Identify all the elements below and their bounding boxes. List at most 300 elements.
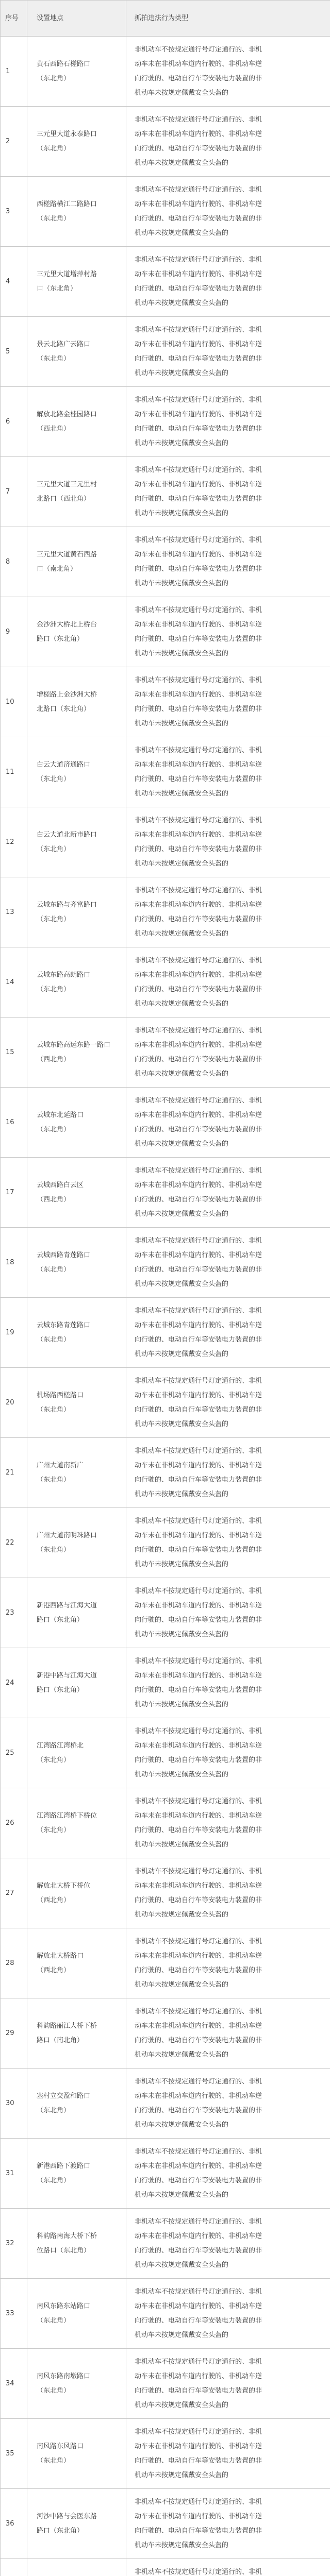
violation-line: 向行驶的、电动自行车等安装电力装置的非 [135, 284, 262, 293]
location-cell [27, 1088, 126, 1158]
violation-line: 向行驶的、电动自行车等安装电力装置的非 [135, 2527, 262, 2535]
location-line: 口（东北角） [37, 284, 77, 293]
location-line: （东北角） [37, 2456, 71, 2465]
location-line: （东北角） [37, 2386, 71, 2395]
violation-line: 机动车未按规定佩戴安全头盔的 [135, 159, 229, 167]
violation-line: 向行驶的、电动自行车等安装电力装置的非 [135, 74, 262, 82]
violation-line: 机动车未按规定佩戴安全头盔的 [135, 439, 229, 447]
violation-line: 非机动车不按规定通行号灯定通行的、非机 [135, 1587, 262, 1595]
table-row [1, 1088, 330, 1158]
violation-line: 非机动车不按规定通行号灯定通行的、非机 [135, 326, 262, 334]
violation-line: 向行驶的、电动自行车等安装电力装置的非 [135, 2456, 262, 2465]
row-number: 4 [1, 247, 27, 317]
location-cell [27, 667, 126, 737]
location-line: 云城东北延路口 [37, 1111, 84, 1119]
table-row [1, 247, 330, 317]
violation-line: 机动车未按规定佩戴安全头盔的 [135, 929, 229, 938]
violation-line: 非机动车不按规定通行号灯定通行的、非机 [135, 1657, 262, 1665]
row-number: 9 [1, 597, 27, 667]
violation-line: 非机动车不按规定通行号灯定通行的、非机 [135, 2498, 262, 2506]
location-cell [27, 457, 126, 527]
table-row [1, 1578, 330, 1648]
violation-line: 向行驶的、电动自行车等安装电力装置的非 [135, 2316, 262, 2325]
violation-line: 向行驶的、电动自行车等安装电力装置的非 [135, 1195, 262, 1204]
table-row [1, 1788, 330, 1858]
location-cell [27, 1718, 126, 1788]
location-line: （东北角） [37, 2316, 71, 2325]
table-row [1, 737, 330, 807]
row-number: 17 [1, 1158, 27, 1228]
violation-line: 机动车未按规定佩戴安全头盔的 [135, 2261, 229, 2269]
violation-line: 机动车未按规定佩戴安全头盔的 [135, 2191, 229, 2199]
location-cell [27, 527, 126, 597]
location-cell [27, 2559, 126, 2576]
violation-type-cell [126, 597, 330, 667]
table-row [1, 1928, 330, 1998]
violation-line: 动车未在非机动车道内行驶的、非机动车逆 [135, 2162, 262, 2170]
violation-line: 动车未在非机动车道内行驶的、非机动车逆 [135, 1952, 262, 1960]
location-line: 南风路东风路口 [37, 2442, 84, 2450]
location-line: （东北角） [37, 1476, 71, 1484]
location-line: 路口（南北角） [37, 2036, 84, 2044]
violation-line: 机动车未按规定佩戴安全头盔的 [135, 1980, 229, 1989]
table-row [1, 1858, 330, 1928]
violation-line: 非机动车不按规定通行号灯定通行的、非机 [135, 1447, 262, 1455]
violation-type-cell [126, 457, 330, 527]
row-number: 28 [1, 1928, 27, 1998]
violation-line: 动车未在非机动车道内行驶的、非机动车逆 [135, 1741, 262, 1750]
location-cell [27, 807, 126, 877]
violation-line: 非机动车不按规定通行号灯定通行的、非机 [135, 396, 262, 404]
table-row [1, 457, 330, 527]
violation-line: 非机动车不按规定通行号灯定通行的、非机 [135, 1166, 262, 1175]
violation-line: 非机动车不按规定通行号灯定通行的、非机 [135, 606, 262, 614]
violation-line: 向行驶的、电动自行车等安装电力装置的非 [135, 495, 262, 503]
violation-line: 向行驶的、电动自行车等安装电力装置的非 [135, 985, 262, 993]
table-header-row [1, 1, 330, 37]
violation-line: 向行驶的、电动自行车等安装电力装置的非 [135, 1335, 262, 1344]
location-cell [27, 1158, 126, 1228]
violation-line: 动车未在非机动车道内行驶的、非机动车逆 [135, 2022, 262, 2030]
violation-type-cell [126, 2209, 330, 2279]
row-number: 8 [1, 527, 27, 597]
location-cell [27, 2279, 126, 2349]
violation-type-cell [126, 2139, 330, 2209]
violation-line: 向行驶的、电动自行车等安装电力装置的非 [135, 565, 262, 573]
violation-line: 非机动车不按规定通行号灯定通行的、非机 [135, 1517, 262, 1525]
table-row [1, 597, 330, 667]
violation-line: 动车未在非机动车道内行驶的、非机动车逆 [135, 410, 262, 418]
violation-line: 机动车未按规定佩戴安全头盔的 [135, 509, 229, 517]
location-line: 口（南北角） [37, 565, 77, 573]
location-line: （西北角） [37, 1055, 71, 1063]
violation-type-cell [126, 1788, 330, 1858]
violation-line: 向行驶的、电动自行车等安装电力装置的非 [135, 1405, 262, 1414]
violation-line: 非机动车不按规定通行号灯定通行的、非机 [135, 1236, 262, 1245]
violation-type-cell [126, 2349, 330, 2419]
location-line: 南风东路东站路口 [37, 2302, 91, 2310]
location-cell [27, 1928, 126, 1998]
row-number: 14 [1, 947, 27, 1018]
location-cell [27, 37, 126, 107]
violation-line: 机动车未按规定佩戴安全头盔的 [135, 1700, 229, 1708]
violation-line: 非机动车不按规定通行号灯定通行的、非机 [135, 185, 262, 194]
row-number: 19 [1, 1298, 27, 1368]
violation-line: 向行驶的、电动自行车等安装电力装置的非 [135, 1756, 262, 1764]
violation-line: 非机动车不按规定通行号灯定通行的、非机 [135, 45, 262, 54]
row-number: 20 [1, 1368, 27, 1438]
location-line: （西北角） [37, 1195, 71, 1204]
violation-type-cell [126, 877, 330, 947]
violation-line: 机动车未按规定佩戴安全头盔的 [135, 369, 229, 377]
table-row [1, 1228, 330, 1298]
violation-type-cell [126, 1438, 330, 1508]
violation-line: 机动车未按规定佩戴安全头盔的 [135, 2331, 229, 2339]
table-row [1, 527, 330, 597]
violation-line: 机动车未按规定佩戴安全头盔的 [135, 1490, 229, 1498]
location-cell [27, 2209, 126, 2279]
row-number: 34 [1, 2349, 27, 2419]
violation-line: 动车未在非机动车道内行驶的、非机动车逆 [135, 1882, 262, 1890]
location-line: （西北角） [37, 1966, 71, 1974]
violation-line: 机动车未按规定佩戴安全头盔的 [135, 1630, 229, 1638]
location-line: 路口（东北角） [37, 635, 84, 643]
violation-line: 机动车未按规定佩戴安全头盔的 [135, 999, 229, 1008]
violation-line: 机动车未按规定佩戴安全头盔的 [135, 719, 229, 727]
violation-line: 向行驶的、电动自行车等安装电力装置的非 [135, 144, 262, 152]
location-line: 景云北路广云路口 [37, 340, 91, 348]
violation-line: 向行驶的、电动自行车等安装电力装置的非 [135, 775, 262, 783]
location-line: 西槎路横江二路路口 [37, 200, 97, 208]
table-row [1, 1508, 330, 1578]
violation-line: 非机动车不按规定通行号灯定通行的、非机 [135, 2217, 262, 2226]
row-number: 26 [1, 1788, 27, 1858]
location-cell [27, 597, 126, 667]
location-line: （东北角） [37, 1405, 71, 1414]
location-line: 金沙洲大桥北上桥台 [37, 620, 97, 629]
violation-type-cell [126, 2419, 330, 2489]
violation-line: 向行驶的、电动自行车等安装电力装置的非 [135, 1546, 262, 1554]
violation-line: 动车未在非机动车道内行驶的、非机动车逆 [135, 1811, 262, 1820]
row-number: 27 [1, 1858, 27, 1928]
header-violation-type: 抓拍违法行为类型 [126, 1, 330, 37]
violation-type-cell [126, 2069, 330, 2139]
violation-line: 非机动车不按规定通行号灯定通行的、非机 [135, 466, 262, 474]
violation-line: 向行驶的、电动自行车等安装电力装置的非 [135, 1826, 262, 1834]
location-line: 三元里大道永泰路口 [37, 130, 97, 138]
location-line: 新港西路与江海大道 [37, 1601, 97, 1609]
row-number [1, 2559, 27, 2576]
violation-line: 机动车未按规定佩戴安全头盔的 [135, 2401, 229, 2409]
violation-line: 非机动车不按规定通行号灯定通行的、非机 [135, 1377, 262, 1385]
violation-line: 非机动车不按规定通行号灯定通行的、非机 [135, 676, 262, 684]
violation-line: 动车未在非机动车道内行驶的、非机动车逆 [135, 1531, 262, 1539]
violation-line: 机动车未按规定佩戴安全头盔的 [135, 1350, 229, 1358]
location-line: 增槎路上金沙洲大桥 [37, 690, 97, 699]
violation-line: 机动车未按规定佩戴安全头盔的 [135, 1840, 229, 1849]
location-cell [27, 877, 126, 947]
table-row [1, 1648, 330, 1718]
violation-line: 动车未在非机动车道内行驶的、非机动车逆 [135, 1391, 262, 1399]
location-line: 云城东路高运东路一路口 [37, 1041, 111, 1049]
table-row [1, 2279, 330, 2349]
location-cell [27, 737, 126, 807]
location-cell [27, 947, 126, 1018]
violation-line: 非机动车不按规定通行号灯定通行的、非机 [135, 816, 262, 824]
violation-line: 非机动车不按规定通行号灯定通行的、非机 [135, 256, 262, 264]
violation-line: 机动车未按规定佩戴安全头盔的 [135, 1070, 229, 1078]
violation-line: 非机动车不按规定通行号灯定通行的、非机 [135, 2568, 262, 2576]
location-line: 云城东路高朗路口 [37, 971, 91, 979]
location-cell [27, 177, 126, 247]
location-line: 解放北大桥路口 [37, 1952, 84, 1960]
violation-line: 非机动车不按规定通行号灯定通行的、非机 [135, 2287, 262, 2296]
violation-type-cell [126, 177, 330, 247]
location-line: 位路口（东北角） [37, 2246, 91, 2255]
violation-line: 向行驶的、电动自行车等安装电力装置的非 [135, 1125, 262, 1133]
row-number: 7 [1, 457, 27, 527]
table-row [1, 107, 330, 177]
violation-line: 非机动车不按规定通行号灯定通行的、非机 [135, 2007, 262, 2015]
violation-line: 动车未在非机动车道内行驶的、非机动车逆 [135, 2512, 262, 2520]
violation-line: 向行驶的、电动自行车等安装电力装置的非 [135, 635, 262, 643]
violation-line: 动车未在非机动车道内行驶的、非机动车逆 [135, 480, 262, 488]
location-line: 解放北路金桂园路口 [37, 410, 97, 418]
violation-line: 机动车未按规定佩戴安全头盔的 [135, 1140, 229, 1148]
table-row [1, 1998, 330, 2069]
violation-type-cell [126, 387, 330, 457]
violation-line: 动车未在非机动车道内行驶的、非机动车逆 [135, 760, 262, 769]
violation-line: 动车未在非机动车道内行驶的、非机动车逆 [135, 60, 262, 68]
row-number: 13 [1, 877, 27, 947]
location-line: 科韵路南海大桥下桥 [37, 2232, 97, 2240]
violation-type-cell [126, 947, 330, 1018]
location-line: 机场路西槎路口 [37, 1391, 84, 1399]
violation-line: 机动车未按规定佩戴安全头盔的 [135, 789, 229, 798]
violation-line: 动车未在非机动车道内行驶的、非机动车逆 [135, 2372, 262, 2380]
table-row [1, 1368, 330, 1438]
violation-line: 非机动车不按规定通行号灯定通行的、非机 [135, 886, 262, 894]
location-line: 广州大道南明珠路口 [37, 1531, 97, 1539]
location-line: 云城东路青莲路口 [37, 1321, 91, 1329]
violation-type-cell [126, 317, 330, 387]
violation-line: 机动车未按规定佩戴安全头盔的 [135, 2541, 229, 2549]
violation-line: 动车未在非机动车道内行驶的、非机动车逆 [135, 270, 262, 278]
location-line: （东北角） [37, 775, 71, 783]
violation-line: 向行驶的、电动自行车等安装电力装置的非 [135, 915, 262, 923]
location-line: 新港中路与江海大道 [37, 1671, 97, 1680]
row-number: 10 [1, 667, 27, 737]
violation-line: 动车未在非机动车道内行驶的、非机动车逆 [135, 971, 262, 979]
table-row [1, 1298, 330, 1368]
location-line: 云城西路青莲路口 [37, 1251, 91, 1259]
row-number: 29 [1, 1998, 27, 2069]
violation-line: 动车未在非机动车道内行驶的、非机动车逆 [135, 1111, 262, 1119]
violation-line: 动车未在非机动车道内行驶的、非机动车逆 [135, 831, 262, 839]
violation-type-cell [126, 807, 330, 877]
header-location: 设置地点 [27, 1, 126, 37]
violation-line: 非机动车不按规定通行号灯定通行的、非机 [135, 956, 262, 964]
violation-line: 动车未在非机动车道内行驶的、非机动车逆 [135, 1181, 262, 1189]
location-line: （东北角） [37, 74, 71, 82]
violation-line: 向行驶的、电动自行车等安装电力装置的非 [135, 1896, 262, 1904]
location-cell [27, 247, 126, 317]
row-number: 23 [1, 1578, 27, 1648]
violation-line: 向行驶的、电动自行车等安装电力装置的非 [135, 2106, 262, 2114]
row-number: 25 [1, 1718, 27, 1788]
violation-line: 向行驶的、电动自行车等安装电力装置的非 [135, 2176, 262, 2184]
location-line: 南风东路南墩路口 [37, 2372, 91, 2380]
table-row [1, 1438, 330, 1508]
violation-type-cell [126, 107, 330, 177]
location-line: 广州大道南新广 [37, 1461, 84, 1469]
row-number: 1 [1, 37, 27, 107]
violation-line: 动车未在非机动车道内行驶的、非机动车逆 [135, 1601, 262, 1609]
violation-type-cell [126, 1158, 330, 1228]
location-cell [27, 1018, 126, 1088]
table-row [1, 2069, 330, 2139]
location-line: （东北角） [37, 1265, 71, 1274]
location-line: 白云大道济通路口 [37, 760, 91, 769]
violation-type-cell [126, 2279, 330, 2349]
violation-line: 机动车未按规定佩戴安全头盔的 [135, 2121, 229, 2129]
location-line: 江湾路江湾桥下桥位 [37, 1811, 97, 1820]
violation-line: 向行驶的、电动自行车等安装电力装置的非 [135, 2246, 262, 2255]
violation-type-cell [126, 1298, 330, 1368]
violation-line: 机动车未按规定佩戴安全头盔的 [135, 1280, 229, 1288]
location-line: 三元里大道黄石西路 [37, 550, 97, 558]
location-line: 路口（东北角） [37, 1616, 84, 1624]
violation-line: 向行驶的、电动自行车等安装电力装置的非 [135, 1055, 262, 1063]
location-line: （东北角） [37, 1335, 71, 1344]
violation-line: 机动车未按规定佩戴安全头盔的 [135, 1770, 229, 1778]
violation-line: 机动车未按规定佩戴安全头盔的 [135, 89, 229, 97]
location-line: （东北角） [37, 214, 71, 223]
table-row [1, 1158, 330, 1228]
violation-type-cell [126, 1718, 330, 1788]
location-line: （东北角） [37, 1125, 71, 1133]
violation-line: 向行驶的、电动自行车等安装电力装置的非 [135, 425, 262, 433]
location-line: （东北角） [37, 1546, 71, 1554]
violation-type-cell [126, 1928, 330, 1998]
violation-type-cell [126, 1228, 330, 1298]
location-line: 北路口（东北角） [37, 705, 91, 713]
violation-type-cell [126, 1088, 330, 1158]
location-line: （西北角） [37, 425, 71, 433]
row-number: 5 [1, 317, 27, 387]
violation-type-cell [126, 37, 330, 107]
location-line: 云城东路与齐富路口 [37, 901, 97, 909]
location-line: 路口（东北角） [37, 2527, 84, 2535]
location-line: 云城西路白云区 [37, 1181, 84, 1189]
violation-type-cell [126, 1368, 330, 1438]
violation-line: 非机动车不按规定通行号灯定通行的、非机 [135, 115, 262, 124]
location-line: （东北角） [37, 354, 71, 363]
location-line: （东北角） [37, 144, 71, 152]
violation-line: 机动车未按规定佩戴安全头盔的 [135, 1560, 229, 1568]
location-cell [27, 2139, 126, 2209]
violation-line: 机动车未按规定佩戴安全头盔的 [135, 649, 229, 657]
location-line: 三元里大道三元里村 [37, 480, 97, 488]
violation-line: 非机动车不按规定通行号灯定通行的、非机 [135, 1026, 262, 1035]
violation-line: 向行驶的、电动自行车等安装电力装置的非 [135, 705, 262, 713]
location-cell [27, 317, 126, 387]
row-number: 33 [1, 2279, 27, 2349]
row-number: 31 [1, 2139, 27, 2209]
violation-line: 机动车未按规定佩戴安全头盔的 [135, 2050, 229, 2059]
location-cell [27, 1298, 126, 1368]
violation-line: 动车未在非机动车道内行驶的、非机动车逆 [135, 2442, 262, 2450]
violation-line: 向行驶的、电动自行车等安装电力装置的非 [135, 2386, 262, 2395]
violation-type-cell [126, 737, 330, 807]
row-number: 35 [1, 2419, 27, 2489]
violation-line: 动车未在非机动车道内行驶的、非机动车逆 [135, 1671, 262, 1680]
location-cell [27, 2419, 126, 2489]
row-number: 2 [1, 107, 27, 177]
location-line: 解放北大桥下桥位 [37, 1882, 91, 1890]
table-row [1, 1018, 330, 1088]
table-row [1, 2349, 330, 2419]
location-cell [27, 2489, 126, 2559]
row-number: 12 [1, 807, 27, 877]
location-line: （东北角） [37, 915, 71, 923]
location-line: （东北角） [37, 1826, 71, 1834]
table-row [1, 947, 330, 1018]
table-row [1, 877, 330, 947]
table-row [1, 2559, 330, 2576]
row-number: 3 [1, 177, 27, 247]
row-number: 15 [1, 1018, 27, 1088]
violation-line: 非机动车不按规定通行号灯定通行的、非机 [135, 1096, 262, 1105]
violation-line: 机动车未按规定佩戴安全头盔的 [135, 1420, 229, 1428]
violation-line: 动车未在非机动车道内行驶的、非机动车逆 [135, 2092, 262, 2100]
table-row [1, 2139, 330, 2209]
violation-line: 动车未在非机动车道内行驶的、非机动车逆 [135, 1321, 262, 1329]
violation-line: 向行驶的、电动自行车等安装电力装置的非 [135, 1616, 262, 1624]
violation-line: 机动车未按规定佩戴安全头盔的 [135, 299, 229, 307]
violation-line: 非机动车不按规定通行号灯定通行的、非机 [135, 536, 262, 544]
violation-line: 向行驶的、电动自行车等安装电力装置的非 [135, 354, 262, 363]
violation-line: 向行驶的、电动自行车等安装电力装置的非 [135, 845, 262, 853]
violation-type-cell [126, 1648, 330, 1718]
location-line: 塞村立交盈和路口 [37, 2092, 91, 2100]
row-number: 21 [1, 1438, 27, 1508]
violation-line: 非机动车不按规定通行号灯定通行的、非机 [135, 1797, 262, 1805]
location-line: （东北角） [37, 1756, 71, 1764]
violation-line: 动车未在非机动车道内行驶的、非机动车逆 [135, 1251, 262, 1259]
row-number: 36 [1, 2489, 27, 2559]
violation-type-cell [126, 1578, 330, 1648]
violation-line: 非机动车不按规定通行号灯定通行的、非机 [135, 2147, 262, 2156]
location-cell [27, 1368, 126, 1438]
location-line: 科韵路丽江大桥下桥 [37, 2022, 97, 2030]
location-cell [27, 1858, 126, 1928]
header-no: 序号 [1, 1, 27, 37]
location-line: 新港西路下渡路口 [37, 2162, 91, 2170]
violation-line: 向行驶的、电动自行车等安装电力装置的非 [135, 1476, 262, 1484]
location-line: 江湾路江湾桥北 [37, 1741, 84, 1750]
violation-line: 机动车未按规定佩戴安全头盔的 [135, 2471, 229, 2479]
location-line: （东北角） [37, 845, 71, 853]
location-cell [27, 107, 126, 177]
location-cell [27, 1438, 126, 1508]
violation-line: 机动车未按规定佩戴安全头盔的 [135, 579, 229, 587]
violation-type-cell [126, 1998, 330, 2069]
row-number: 18 [1, 1228, 27, 1298]
violation-line: 动车未在非机动车道内行驶的、非机动车逆 [135, 130, 262, 138]
violation-line: 动车未在非机动车道内行驶的、非机动车逆 [135, 200, 262, 208]
location-cell [27, 2349, 126, 2419]
